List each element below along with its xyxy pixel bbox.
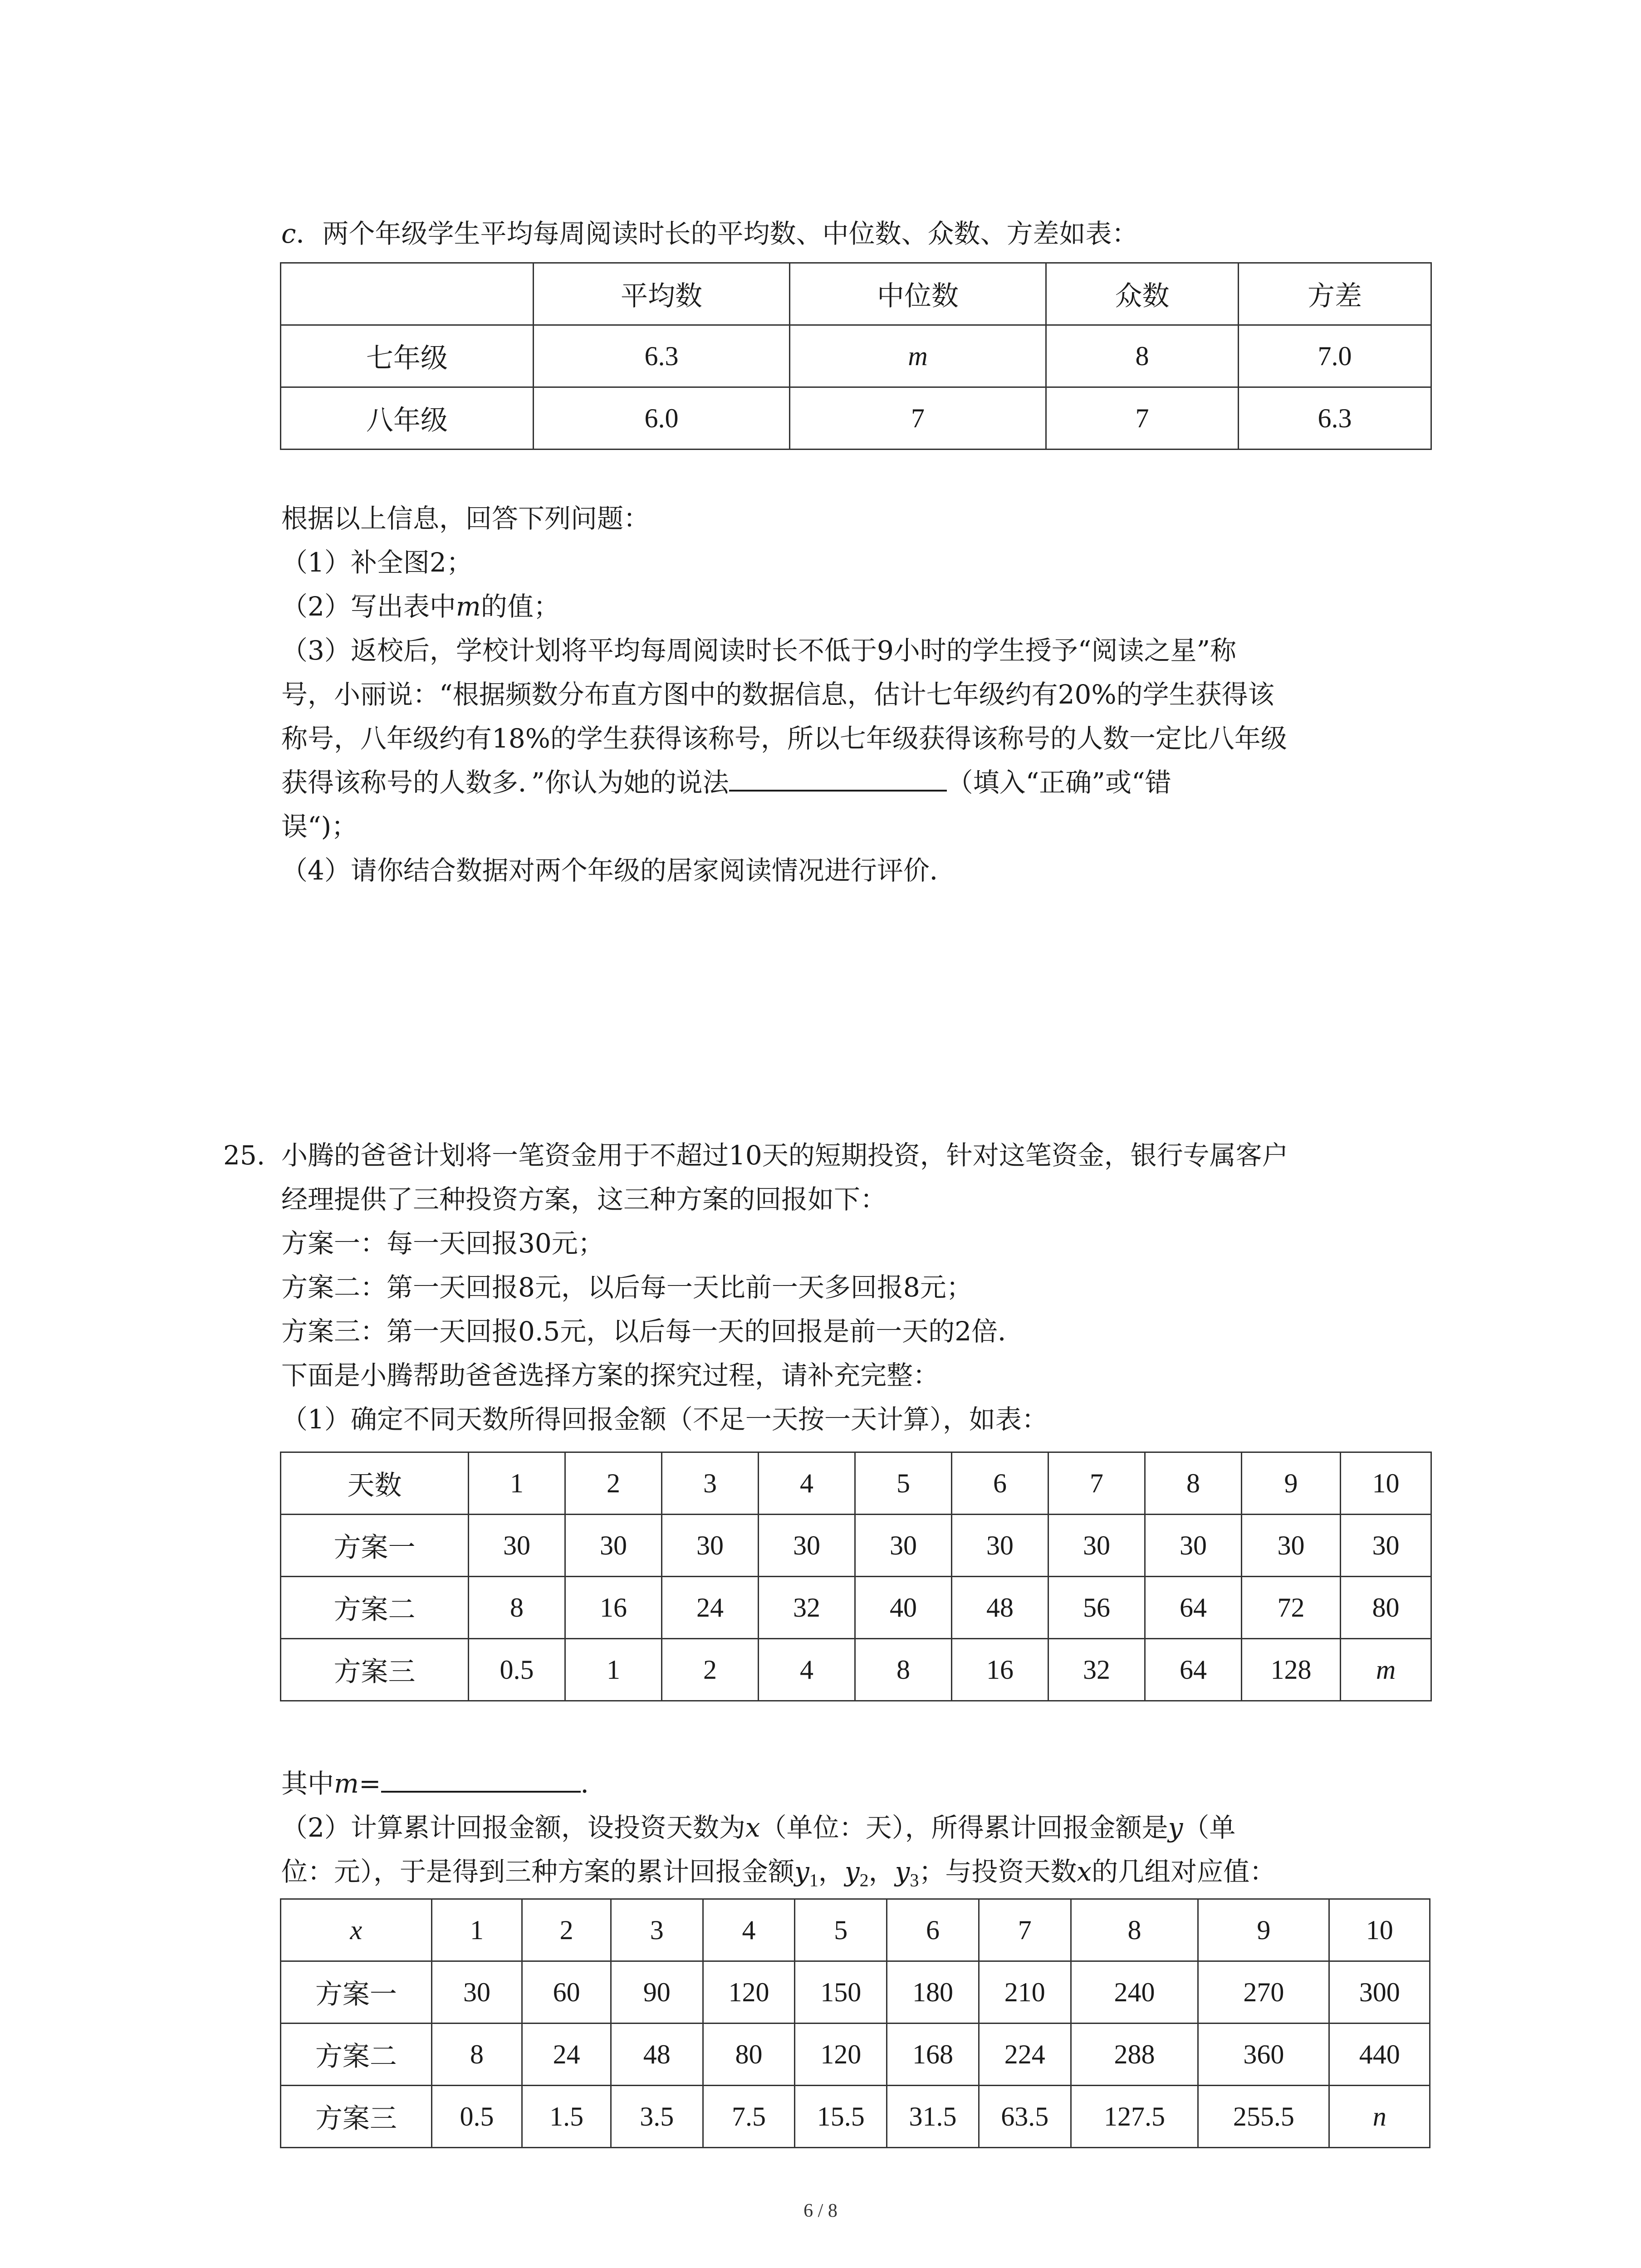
table-row bbox=[281, 1577, 1431, 1639]
stats-cell: 7.0 bbox=[1239, 325, 1431, 387]
daily-cell: 32 bbox=[759, 1577, 855, 1639]
daily-day-cell: 4 bbox=[759, 1452, 855, 1515]
daily-row-label: 方案三 bbox=[281, 1639, 469, 1701]
q25-var-y2: y bbox=[844, 1856, 860, 1887]
cum-day-cell: 4 bbox=[703, 1899, 795, 1961]
q25-sep: ， bbox=[818, 1856, 845, 1887]
q25-var-y1: y bbox=[794, 1856, 809, 1887]
section-c-text: ．两个年级学生平均每周阅读时长的平均数、中位数、众数、方差如表： bbox=[296, 218, 1138, 249]
stats-header-cell: 平均数 bbox=[534, 263, 790, 325]
q25-part2-line2-a: 位：元），于是得到三种方案的累计回报金额 bbox=[281, 1856, 795, 1887]
daily-cell: 80 bbox=[1341, 1577, 1431, 1639]
q25-part2-line2-c: 的几组对应值： bbox=[1092, 1856, 1276, 1887]
daily-cell: 2 bbox=[662, 1639, 759, 1701]
cum-day-cell: 6 bbox=[887, 1899, 979, 1961]
daily-day-cell: 7 bbox=[1048, 1452, 1145, 1515]
page-number: 6 / 8 bbox=[803, 2200, 838, 2221]
q24-part2-a: （2）写出表中 bbox=[281, 591, 456, 622]
q25-var-y3: y bbox=[895, 1856, 910, 1887]
daily-cell: 30 bbox=[1145, 1515, 1242, 1577]
cum-cell: 120 bbox=[703, 1961, 795, 2024]
cumulative-return-table bbox=[280, 1898, 1430, 2148]
cum-row-label: 方案三 bbox=[281, 2086, 432, 2148]
table-row bbox=[281, 2024, 1430, 2086]
q25-part2-line2-b: ；与投资天数 bbox=[919, 1856, 1077, 1887]
cum-cell: 0.5 bbox=[431, 2086, 522, 2148]
q25-part2-line1-c: （单 bbox=[1183, 1812, 1236, 1843]
q25-m-line-c: ． bbox=[580, 1768, 607, 1799]
q25-m-line-b: = bbox=[359, 1768, 381, 1799]
cum-cell: 240 bbox=[1071, 1961, 1198, 2024]
daily-day-cell: 8 bbox=[1145, 1452, 1242, 1515]
q24-part3-line5: 误“)； bbox=[281, 811, 358, 842]
daily-cell: 30 bbox=[662, 1515, 759, 1577]
q24-part2-m: m bbox=[456, 591, 481, 622]
cum-cell: 440 bbox=[1329, 2024, 1430, 2086]
cum-cell: 224 bbox=[979, 2024, 1071, 2086]
cum-day-cell: 7 bbox=[979, 1899, 1071, 1961]
q25-sub-1: 1 bbox=[809, 1870, 818, 1891]
q24-intro: 根据以上信息，回答下列问题： bbox=[281, 503, 650, 534]
q24-part4: （4）请你结合数据对两个年级的居家阅读情况进行评价． bbox=[281, 855, 956, 886]
table-row bbox=[281, 1899, 1430, 1961]
q25-sep: ， bbox=[868, 1856, 895, 1887]
daily-cell: 30 bbox=[565, 1515, 662, 1577]
cum-day-cell: 8 bbox=[1071, 1899, 1198, 1961]
daily-cell: 30 bbox=[1341, 1515, 1431, 1577]
cum-cell: 80 bbox=[703, 2024, 795, 2086]
cum-day-cell: 3 bbox=[611, 1899, 703, 1961]
table-row bbox=[281, 1961, 1430, 2024]
daily-cell: 16 bbox=[565, 1577, 662, 1639]
q25-part2-line1 bbox=[281, 1807, 1235, 1848]
q24-part3-line3: 称号，八年级约有18%的学生获得该称号，所以七年级获得该称号的人数一定比八年级 bbox=[281, 723, 1287, 754]
cum-cell: 168 bbox=[887, 2024, 979, 2086]
daily-row-label: 方案一 bbox=[281, 1515, 469, 1577]
daily-day-cell: 3 bbox=[662, 1452, 759, 1515]
q25-sub-3: 3 bbox=[910, 1870, 919, 1891]
cum-cell: 255.5 bbox=[1198, 2086, 1329, 2148]
daily-cell: 1 bbox=[565, 1639, 662, 1701]
table-row bbox=[281, 387, 1431, 450]
stats-cell: 7 bbox=[790, 387, 1046, 450]
q25-plan2: 方案二：第一天回报8元，以后每一天比前一天多回报8元； bbox=[281, 1272, 973, 1303]
q25-m-line-m: m bbox=[334, 1768, 359, 1799]
cum-day-cell: 1 bbox=[431, 1899, 522, 1961]
q24-part2 bbox=[281, 586, 560, 627]
stats-cell: 6.3 bbox=[534, 325, 790, 387]
stats-table bbox=[280, 262, 1432, 450]
section-c-line bbox=[281, 213, 1138, 254]
daily-cell: 30 bbox=[1048, 1515, 1145, 1577]
daily-return-table bbox=[280, 1452, 1432, 1701]
daily-cell: 56 bbox=[1048, 1577, 1145, 1639]
cum-cell: 300 bbox=[1329, 1961, 1430, 2024]
q25-var-y: y bbox=[1168, 1812, 1183, 1843]
daily-cell: 16 bbox=[952, 1639, 1048, 1701]
daily-day-cell: 10 bbox=[1341, 1452, 1431, 1515]
q25-line3: 下面是小腾帮助爸爸选择方案的探究过程，请补充完整： bbox=[281, 1360, 940, 1391]
daily-cell: m bbox=[1341, 1639, 1431, 1701]
cum-cell: 24 bbox=[522, 2024, 611, 2086]
daily-day-cell: 1 bbox=[469, 1452, 565, 1515]
stats-cell: 8 bbox=[1046, 325, 1239, 387]
answer-blank[interactable] bbox=[729, 763, 947, 792]
q25-var-x2: x bbox=[1077, 1856, 1092, 1887]
q25-line2: 经理提供了三种投资方案，这三种方案的回报如下： bbox=[281, 1184, 887, 1215]
daily-cell: 72 bbox=[1242, 1577, 1341, 1639]
daily-cell: 64 bbox=[1145, 1639, 1242, 1701]
daily-day-cell: 5 bbox=[855, 1452, 952, 1515]
cum-row-label: 方案二 bbox=[281, 2024, 432, 2086]
cum-cell: 150 bbox=[795, 1961, 887, 2024]
cum-cell: 48 bbox=[611, 2024, 703, 2086]
table-row bbox=[281, 1452, 1431, 1515]
daily-cell: 30 bbox=[952, 1515, 1048, 1577]
cum-cell: 7.5 bbox=[703, 2086, 795, 2148]
daily-day-cell: 9 bbox=[1242, 1452, 1341, 1515]
section-c-label: c bbox=[281, 218, 296, 249]
cum-day-cell: 2 bbox=[522, 1899, 611, 1961]
cum-row-label: 方案一 bbox=[281, 1961, 432, 2024]
q25-var-x: x bbox=[745, 1812, 760, 1843]
cum-header-label: x bbox=[281, 1899, 432, 1961]
table-row bbox=[281, 2086, 1430, 2148]
cum-cell: n bbox=[1329, 2086, 1430, 2148]
cum-cell: 127.5 bbox=[1071, 2086, 1198, 2148]
q25-plan3: 方案三：第一天回报0.5元，以后每一天的回报是前一天的2倍． bbox=[281, 1316, 1024, 1347]
cum-cell: 31.5 bbox=[887, 2086, 979, 2148]
cum-cell: 360 bbox=[1198, 2024, 1329, 2086]
q25-number: 25. bbox=[223, 1140, 265, 1171]
q25-part2-line1-b: （单位：天），所得累计回报金额是 bbox=[760, 1812, 1168, 1843]
stats-header-cell: 中位数 bbox=[790, 263, 1046, 325]
table-row bbox=[281, 325, 1431, 387]
daily-cell: 30 bbox=[759, 1515, 855, 1577]
stats-cell: 7 bbox=[1046, 387, 1239, 450]
daily-cell: 30 bbox=[855, 1515, 952, 1577]
daily-cell: 30 bbox=[1242, 1515, 1341, 1577]
cum-cell: 30 bbox=[431, 1961, 522, 2024]
cum-cell: 15.5 bbox=[795, 2086, 887, 2148]
q25-part1: （1）确定不同天数所得回报金额（不足一天按一天计算），如表： bbox=[281, 1404, 1048, 1435]
cum-cell: 3.5 bbox=[611, 2086, 703, 2148]
cum-day-cell: 5 bbox=[795, 1899, 887, 1961]
stats-header-cell: 方差 bbox=[1239, 263, 1431, 325]
cum-cell: 180 bbox=[887, 1961, 979, 2024]
stats-header-cell bbox=[281, 263, 534, 325]
daily-day-cell: 2 bbox=[565, 1452, 662, 1515]
daily-cell: 128 bbox=[1242, 1639, 1341, 1701]
cum-cell: 90 bbox=[611, 1961, 703, 2024]
cum-cell: 1.5 bbox=[522, 2086, 611, 2148]
daily-cell: 48 bbox=[952, 1577, 1048, 1639]
q24-part3-line1: （3）返校后，学校计划将平均每周阅读时长不低于9小时的学生授予“阅读之星”称 bbox=[281, 635, 1237, 666]
daily-cell: 4 bbox=[759, 1639, 855, 1701]
daily-cell: 32 bbox=[1048, 1639, 1145, 1701]
stats-row-label: 八年级 bbox=[281, 387, 534, 450]
daily-header-label: 天数 bbox=[281, 1452, 469, 1515]
daily-cell: 8 bbox=[855, 1639, 952, 1701]
daily-cell: 0.5 bbox=[469, 1639, 565, 1701]
q24-part3-line4 bbox=[281, 762, 1171, 803]
q25-plan1: 方案一：每一天回报30元； bbox=[281, 1228, 604, 1259]
q25-m-line bbox=[281, 1763, 607, 1804]
cum-cell: 8 bbox=[431, 2024, 522, 2086]
cum-cell: 63.5 bbox=[979, 2086, 1071, 2148]
table-row bbox=[281, 263, 1431, 325]
cum-cell: 270 bbox=[1198, 1961, 1329, 2024]
cum-day-cell: 10 bbox=[1329, 1899, 1430, 1961]
q24-part3-line4-a: 获得该称号的人数多．”你认为她的说法 bbox=[281, 767, 729, 798]
q24-part1: （1）补全图2； bbox=[281, 547, 473, 578]
q24-part3-line4-b: （填入“正确”或“错 bbox=[946, 767, 1171, 798]
stats-cell: 6.0 bbox=[534, 387, 790, 450]
table-row bbox=[281, 1639, 1431, 1701]
cum-cell: 288 bbox=[1071, 2024, 1198, 2086]
q25-line1: 小腾的爸爸计划将一笔资金用于不超过10天的短期投资，针对这笔资金，银行专属客户 bbox=[281, 1140, 1288, 1171]
q25-part2-line2 bbox=[281, 1851, 1276, 1901]
table-row bbox=[281, 1515, 1431, 1577]
q25-sub-2: 2 bbox=[859, 1870, 869, 1891]
daily-row-label: 方案二 bbox=[281, 1577, 469, 1639]
stats-row-label: 七年级 bbox=[281, 325, 534, 387]
daily-cell: 24 bbox=[662, 1577, 759, 1639]
cum-cell: 60 bbox=[522, 1961, 611, 2024]
cum-cell: 120 bbox=[795, 2024, 887, 2086]
q25-m-line-a: 其中 bbox=[281, 1768, 334, 1799]
q24-part2-b: 的值； bbox=[480, 591, 560, 622]
daily-cell: 30 bbox=[469, 1515, 565, 1577]
q25-part2-line1-a: （2）计算累计回报金额，设投资天数为 bbox=[281, 1812, 745, 1843]
stats-header-cell: 众数 bbox=[1046, 263, 1239, 325]
answer-blank[interactable] bbox=[381, 1764, 581, 1793]
daily-cell: 40 bbox=[855, 1577, 952, 1639]
daily-cell: 8 bbox=[469, 1577, 565, 1639]
daily-cell: 64 bbox=[1145, 1577, 1242, 1639]
daily-day-cell: 6 bbox=[952, 1452, 1048, 1515]
cum-cell: 210 bbox=[979, 1961, 1071, 2024]
stats-cell: m bbox=[790, 325, 1046, 387]
cum-day-cell: 9 bbox=[1198, 1899, 1329, 1961]
q24-part3-line2: 号，小丽说：“根据频数分布直方图中的数据信息，估计七年级约有20%的学生获得该 bbox=[281, 679, 1274, 710]
stats-cell: 6.3 bbox=[1239, 387, 1431, 450]
